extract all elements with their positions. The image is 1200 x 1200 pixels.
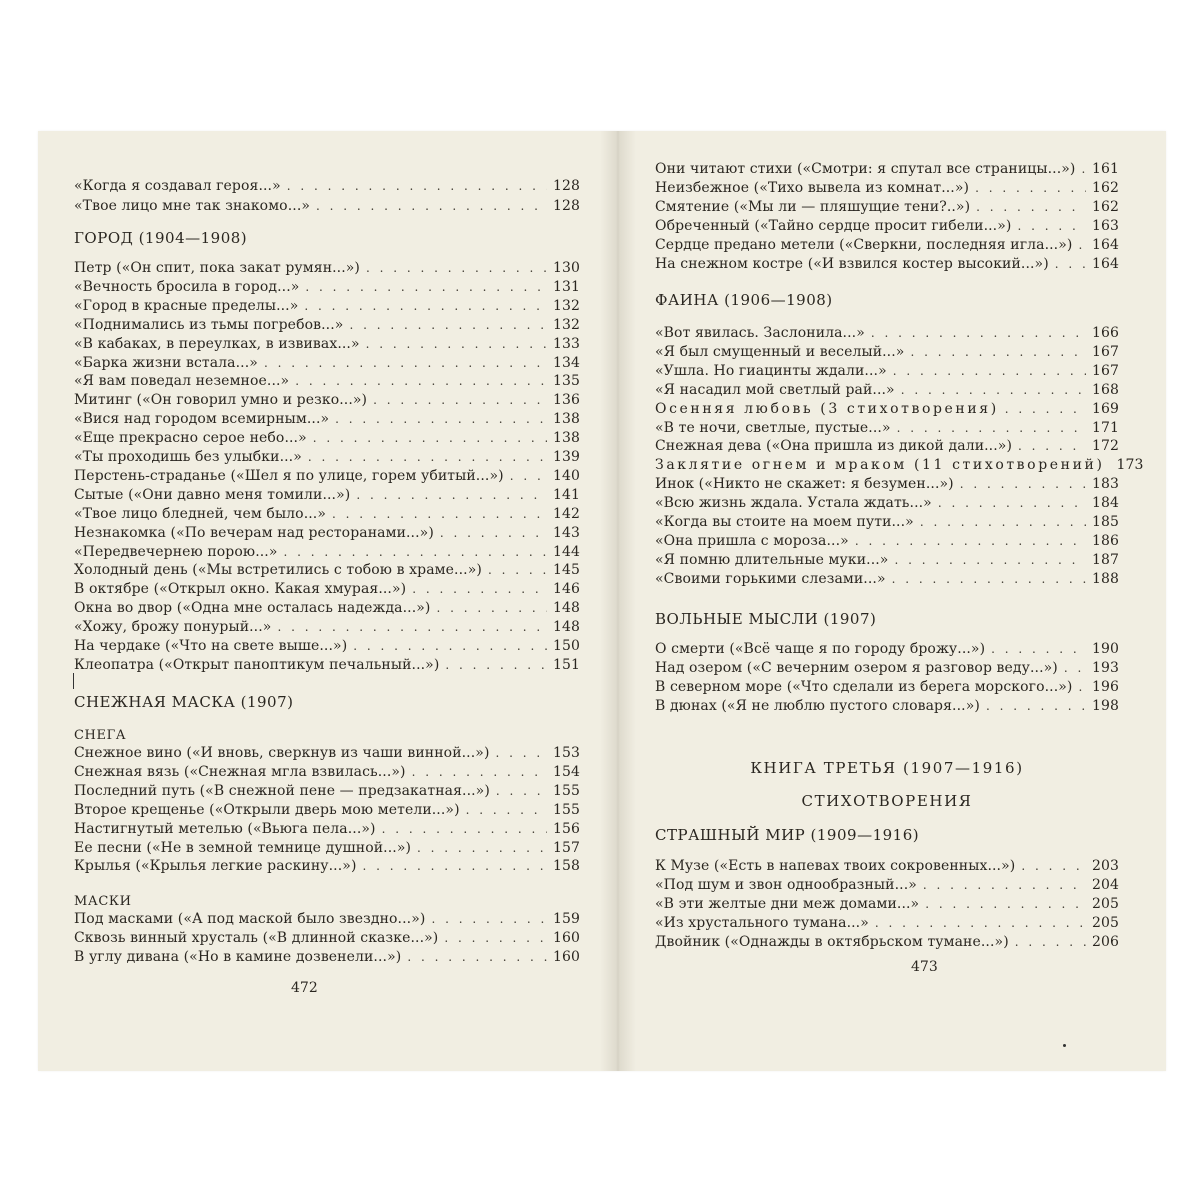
toc-entry-page: 160: [552, 929, 580, 946]
toc-entry-page: 128: [552, 198, 580, 214]
dot-leader: [1055, 255, 1086, 273]
toc-entry-title: Настигнутый метелью («Вьюга пела...»): [74, 820, 376, 837]
dot-leader: [444, 929, 547, 947]
toc-entry: [74, 857, 580, 875]
toc-entry-page: 130: [552, 260, 580, 276]
toc-entry: [74, 372, 580, 390]
dot-leader: [1021, 857, 1086, 875]
dot-leader: [1081, 160, 1085, 178]
toc-entry: [655, 857, 1119, 875]
toc-entry-page: 203: [1091, 858, 1119, 874]
toc-entry-title: О смерти («Всё чаще я по городу брожу...»): [655, 641, 986, 657]
toc-entry-page: 166: [1091, 325, 1119, 341]
toc-entry-title: Ее песни («Не в земной темнице душной...»): [74, 839, 412, 856]
toc-entry: [74, 197, 580, 215]
toc-entry-page: 155: [552, 801, 580, 818]
toc-entry-title: «Я помню длительные муки...»: [655, 551, 889, 568]
dot-leader: [938, 494, 1086, 512]
toc-entry-page: 135: [552, 373, 580, 390]
toc-entry: [74, 410, 580, 428]
toc-entry: [74, 391, 580, 409]
toc-entry-page: 193: [1091, 659, 1119, 676]
toc-entry-title: «Из хрустального тумана...»: [655, 914, 869, 931]
toc-entry-page: 183: [1091, 476, 1119, 493]
toc-entry-page: 186: [1091, 532, 1119, 549]
toc-entry-page: 150: [552, 638, 580, 654]
toc-entry-page: 132: [552, 297, 580, 314]
ink-speck: [1063, 1044, 1066, 1047]
toc-entry-title: К Музе («Есть в напевах твоих сокровенных...»): [655, 858, 1016, 874]
dot-leader: [264, 354, 547, 372]
dot-leader: [991, 640, 1086, 658]
toc-entry: [655, 343, 1119, 361]
dot-leader: [445, 656, 547, 674]
dot-leader: [893, 362, 1086, 380]
toc-entry-title: «Твое лицо мне так знакомо...»: [74, 198, 311, 214]
dot-leader: [412, 763, 547, 781]
toc-entry: [74, 354, 580, 372]
toc-entry: [655, 570, 1119, 588]
toc-entry-title: Петр («Он спит, пока закат румян...»): [74, 260, 360, 276]
toc-entry-title: «Я насадил мой светлый рай...»: [655, 381, 895, 398]
toc-entry: [655, 437, 1119, 455]
toc-entry: [655, 160, 1119, 178]
toc-entry-title: В октябре («Открыл окно. Какая хмурая...»): [74, 581, 407, 598]
toc-entry: [74, 910, 580, 928]
dot-leader: [305, 278, 547, 296]
toc-entry-title: «Когда вы стоите на моем пути...»: [655, 514, 914, 530]
toc-entry-page: 206: [1091, 933, 1119, 950]
dot-leader: [923, 876, 1086, 894]
dot-leader: [287, 177, 547, 195]
section-heading: ВОЛЬНЫЕ МЫСЛИ (1907): [655, 610, 877, 628]
toc-entry-title: Клеопатра («Открыт паноптикум печальный...»): [74, 656, 440, 673]
toc-entry: [655, 362, 1119, 380]
toc-entry: [655, 456, 1144, 474]
toc-entry-page: 154: [552, 763, 580, 780]
toc-entry-title: «Хожу, брожу понурый...»: [74, 619, 272, 636]
toc-entry-title: «Барка жизни встала...»: [74, 354, 258, 371]
dot-leader: [894, 551, 1086, 569]
toc-entry-title: «Ты проходишь без улыбки...»: [74, 449, 302, 465]
toc-entry: [74, 524, 580, 542]
toc-entry-page: 188: [1091, 570, 1119, 587]
dot-leader: [892, 570, 1086, 588]
toc-entry-page: 155: [552, 782, 580, 799]
toc-entry-title: Обреченный («Тайно сердце просит гибели...»): [655, 217, 1012, 234]
toc-entry-page: 196: [1091, 678, 1119, 695]
section-heading: СНЕЖНАЯ МАСКА (1907): [74, 693, 294, 711]
dot-leader: [332, 505, 547, 523]
toc-entry: [655, 532, 1119, 550]
toc-entry-page: 153: [552, 745, 580, 761]
toc-entry-title: В углу дивана («Но в камине дозвенели...»): [74, 948, 402, 965]
toc-entry-page: 168: [1091, 381, 1119, 398]
toc-entry: [655, 895, 1119, 913]
book-gutter: [600, 131, 636, 1071]
dot-leader: [496, 782, 547, 800]
dot-leader: [1017, 217, 1086, 235]
toc-entry-page: 159: [552, 911, 580, 927]
toc-entry: [74, 801, 580, 819]
toc-entry-page: 167: [1091, 343, 1119, 360]
toc-entry-page: 136: [552, 392, 580, 409]
dot-leader: [897, 419, 1086, 437]
section-heading: ГОРОД (1904—1908): [74, 229, 248, 247]
toc-entry-title: «В эти желтые дни меж домами...»: [655, 895, 920, 912]
toc-entry: [74, 744, 580, 762]
dot-leader: [466, 801, 547, 819]
toc-entry-page: 145: [552, 562, 580, 579]
toc-entry-title: «Всю жизнь ждала. Устала ждать...»: [655, 495, 932, 512]
toc-entry-page: 167: [1091, 362, 1119, 379]
right-page: [655, 131, 1144, 1071]
toc-entry: [655, 933, 1119, 951]
toc-entry: [74, 637, 580, 655]
toc-entry: [74, 467, 580, 485]
toc-entry-page: 205: [1091, 895, 1119, 912]
toc-entry: [655, 381, 1119, 399]
toc-entry-page: 198: [1091, 697, 1119, 714]
toc-entry-title: На снежном костре («И взвился костер высокий...»): [655, 255, 1049, 272]
section-heading: СТРАШНЫЙ МИР (1909—1916): [655, 826, 920, 844]
dot-leader: [925, 895, 1086, 913]
dot-leader: [901, 381, 1086, 399]
toc-entry-title: Холодный день («Мы встретились с тобою в храме...»): [74, 562, 482, 579]
dot-leader: [975, 179, 1086, 197]
dot-leader: [277, 618, 547, 636]
book-subtitle: СТИХОТВОРЕНИЯ: [801, 792, 973, 810]
print-mark: [73, 673, 74, 689]
toc-entry-page: 158: [552, 858, 580, 875]
toc-entry: [655, 324, 1119, 342]
toc-entry: [655, 914, 1119, 932]
toc-entry: [74, 278, 580, 296]
toc-entry-page: 138: [552, 430, 580, 447]
toc-entry-title: «В кабаках, в переулках, в извивах...»: [74, 335, 360, 352]
toc-entry-title: Перстень-страданье («Шел я по улице, горем убитый...»): [74, 467, 504, 484]
toc-entry: [74, 948, 580, 966]
toc-entry-page: 161: [1091, 161, 1119, 177]
toc-entry-page: 138: [552, 411, 580, 428]
toc-entry-title: «Передвечернею порою...»: [74, 543, 278, 560]
dot-leader: [335, 410, 547, 428]
toc-entry-page: 172: [1091, 438, 1119, 455]
toc-entry: [655, 198, 1119, 216]
toc-entry: [74, 839, 580, 857]
toc-entry-title: «Вечность бросила в город...»: [74, 278, 300, 295]
toc-entry-title: «Еще прекрасно серое небо...»: [74, 430, 307, 447]
toc-entry-title: «Я был смущенный и веселый...»: [655, 343, 905, 360]
toc-entry: [74, 177, 580, 195]
dot-leader: [313, 429, 547, 447]
toc-entry-title: «В те ночи, светлые, пустые...»: [655, 419, 891, 436]
toc-entry: [655, 551, 1119, 569]
toc-entry-title: Второе крещенье («Открыли дверь мою метели...»): [74, 801, 460, 818]
toc-entry: [655, 400, 1119, 418]
toc-entry: [74, 543, 580, 561]
page-number: 472: [291, 980, 318, 996]
toc-entry-title: «Своими горькими слезами...»: [655, 570, 886, 587]
dot-leader: [417, 839, 547, 857]
toc-entry-page: 190: [1091, 641, 1119, 657]
toc-entry-title: «Вот явилась. Заслонила...»: [655, 325, 865, 341]
toc-entry-title: «Ушла. Но гиацинты ждали...»: [655, 362, 887, 379]
toc-entry-title: «Вися над городом всемирным...»: [74, 411, 330, 428]
toc-entry-page: 163: [1091, 217, 1119, 234]
toc-entry: [74, 599, 580, 617]
dot-leader: [295, 372, 547, 390]
toc-entry: [74, 335, 580, 353]
dot-leader: [1005, 400, 1086, 418]
toc-entry-page: 131: [552, 278, 580, 295]
dot-leader: [366, 259, 547, 277]
dot-leader: [440, 524, 547, 542]
toc-entry-page: 151: [552, 656, 580, 673]
toc-entry-page: 156: [552, 820, 580, 837]
toc-entry: [655, 179, 1119, 197]
toc-entry: [655, 876, 1119, 894]
toc-entry: [74, 580, 580, 598]
toc-entry-title: «Когда я создавал героя...»: [74, 178, 281, 194]
page-number: 473: [911, 959, 938, 975]
toc-entry: [74, 782, 580, 800]
toc-entry-title: Снежная вязь («Снежная мгла взвилась...»): [74, 763, 406, 780]
toc-entry-title: Над озером («С вечерним озером я разговор веду...»): [655, 659, 1058, 676]
toc-entry-page: 187: [1091, 551, 1119, 568]
toc-entry-page: 173: [1116, 457, 1144, 474]
toc-entry-page: 139: [552, 449, 580, 465]
toc-entry-page: 171: [1091, 419, 1119, 436]
toc-entry: [74, 763, 580, 781]
toc-entry-title: Митинг («Он говорил умно и резко...»): [74, 392, 368, 409]
toc-entry: [74, 505, 580, 523]
toc-entry: [74, 429, 580, 447]
dot-leader: [356, 486, 547, 504]
toc-entry: [74, 259, 580, 277]
toc-entry: [655, 513, 1119, 531]
toc-entry: [655, 419, 1119, 437]
toc-entry-title: «Под шум и звон однообразный...»: [655, 876, 917, 893]
dot-leader: [1078, 236, 1086, 254]
toc-entry-title: Инок («Никто не скажет: я безумен...»): [655, 476, 954, 493]
dot-leader: [316, 197, 547, 215]
toc-entry: [74, 929, 580, 947]
toc-entry-title: Двойник («Однажды в октябрьском тумане...»): [655, 933, 1009, 950]
toc-entry-title: «Город в красные пределы...»: [74, 297, 299, 314]
toc-entry: [655, 640, 1119, 658]
toc-entry-page: 128: [552, 178, 580, 194]
toc-entry-title: Последний путь («В снежной пене — предзакатная...»): [74, 782, 490, 799]
toc-entry-title: «Твое лицо бледней, чем было...»: [74, 505, 327, 522]
section-heading: ФАИНА (1906—1908): [655, 291, 833, 309]
dot-leader: [308, 448, 547, 466]
toc-entry-page: 144: [552, 543, 580, 560]
dot-leader: [363, 857, 547, 875]
toc-entry-page: 185: [1091, 514, 1119, 530]
toc-entry-title: Осенняя любовь (3 стихотворения): [655, 400, 999, 417]
dot-leader: [1018, 437, 1086, 455]
toc-entry-title: Они читают стихи («Смотри: я спутал все страницы...»): [655, 161, 1076, 177]
dot-leader: [437, 599, 547, 617]
toc-entry-title: Окна во двор («Одна мне осталась надежда...»): [74, 600, 431, 617]
toc-entry: [74, 448, 580, 466]
toc-entry: [74, 297, 580, 315]
toc-entry-title: Заклятие огнем и мраком (11 стихотворений): [655, 457, 1105, 474]
toc-entry-title: Снежное вино («И вновь, сверкнув из чаши винной...»): [74, 745, 490, 761]
dot-leader: [1079, 678, 1086, 696]
toc-entry-title: Неизбежное («Тихо вывела из комнат...»): [655, 179, 970, 196]
toc-entry-title: «Я вам поведал неземное...»: [74, 373, 290, 390]
toc-entry: [655, 475, 1119, 493]
dot-leader: [353, 637, 547, 655]
toc-entry: [74, 316, 580, 334]
toc-entry-title: Под масками («А под маской было звездно...»): [74, 911, 426, 927]
toc-entry-page: 140: [552, 467, 580, 484]
dot-leader: [431, 910, 547, 928]
toc-entry-title: «Поднимались из тьмы погребов...»: [74, 316, 344, 333]
toc-entry-title: На чердаке («Что на свете выше...»): [74, 638, 348, 654]
toc-entry-page: 162: [1091, 198, 1119, 215]
toc-entry-title: Снежная дева («Она пришла из дикой дали...»): [655, 438, 1013, 455]
dot-leader: [871, 324, 1086, 342]
dot-leader: [304, 297, 547, 315]
dot-leader: [960, 475, 1086, 493]
toc-entry-page: 134: [552, 354, 580, 371]
toc-entry-page: 132: [552, 316, 580, 333]
dot-leader: [875, 914, 1086, 932]
left-page: [74, 131, 580, 1071]
toc-entry-page: 169: [1091, 400, 1119, 417]
toc-entry-page: 164: [1091, 255, 1119, 272]
toc-entry: [655, 697, 1119, 715]
subsection-heading: СНЕГА: [74, 728, 127, 743]
dot-leader: [382, 820, 547, 838]
toc-entry-page: 204: [1091, 876, 1119, 893]
toc-entry-title: Сытые («Они давно меня томили...»): [74, 486, 351, 503]
dot-leader: [1064, 659, 1086, 677]
dot-leader: [366, 335, 547, 353]
toc-entry: [74, 656, 580, 674]
toc-entry-title: В северном море («Что сделали из берега морского...»): [655, 678, 1073, 695]
toc-entry-page: 160: [552, 948, 580, 965]
toc-entry-title: В дюнах («Я не люблю пустого словаря...»): [655, 697, 980, 714]
toc-entry: [655, 255, 1119, 273]
toc-entry-page: 142: [552, 505, 580, 522]
toc-entry: [655, 236, 1119, 254]
dot-leader: [1015, 933, 1086, 951]
toc-entry-page: 164: [1091, 236, 1119, 253]
book-title: КНИГА ТРЕТЬЯ (1907—1916): [750, 759, 1024, 777]
toc-entry: [74, 561, 580, 579]
toc-entry: [74, 618, 580, 636]
toc-entry-title: Смятение («Мы ли — пляшущие тени?..»): [655, 198, 971, 215]
dot-leader: [284, 543, 547, 561]
dot-leader: [855, 532, 1086, 550]
dot-leader: [373, 391, 547, 409]
dot-leader: [488, 561, 547, 579]
toc-entry-page: 133: [552, 335, 580, 352]
toc-entry-title: Крылья («Крылья легкие раскину...»): [74, 858, 357, 875]
toc-entry: [74, 820, 580, 838]
dot-leader: [496, 744, 547, 762]
toc-entry-title: «Она пришла с мороза...»: [655, 532, 849, 549]
dot-leader: [510, 467, 547, 485]
subsection-heading: МАСКИ: [74, 894, 132, 909]
dot-leader: [920, 513, 1086, 531]
toc-entry-page: 148: [552, 619, 580, 636]
toc-entry: [655, 659, 1119, 677]
dot-leader: [976, 198, 1086, 216]
toc-entry: [655, 678, 1119, 696]
toc-entry: [655, 217, 1119, 235]
toc-entry-page: 157: [552, 839, 580, 856]
toc-entry: [655, 494, 1119, 512]
toc-entry-page: 162: [1091, 179, 1119, 196]
dot-leader: [910, 343, 1086, 361]
dot-leader: [349, 316, 547, 334]
toc-entry-page: 143: [552, 524, 580, 541]
toc-entry: [74, 486, 580, 504]
toc-entry-title: Незнакомка («По вечерам над ресторанами...»): [74, 524, 434, 541]
book-spread: [38, 131, 1166, 1071]
toc-entry-page: 148: [552, 600, 580, 617]
dot-leader: [986, 697, 1086, 715]
toc-entry-page: 184: [1091, 495, 1119, 512]
toc-entry-page: 141: [552, 486, 580, 503]
dot-leader: [407, 948, 547, 966]
toc-entry-title: Сердце предано метели («Сверкни, последняя игла...»): [655, 236, 1073, 253]
toc-entry-page: 205: [1091, 914, 1119, 931]
dot-leader: [412, 580, 547, 598]
toc-entry-page: 146: [552, 581, 580, 598]
toc-entry-title: Сквозь винный хрусталь («В длинной сказке...»): [74, 929, 439, 946]
